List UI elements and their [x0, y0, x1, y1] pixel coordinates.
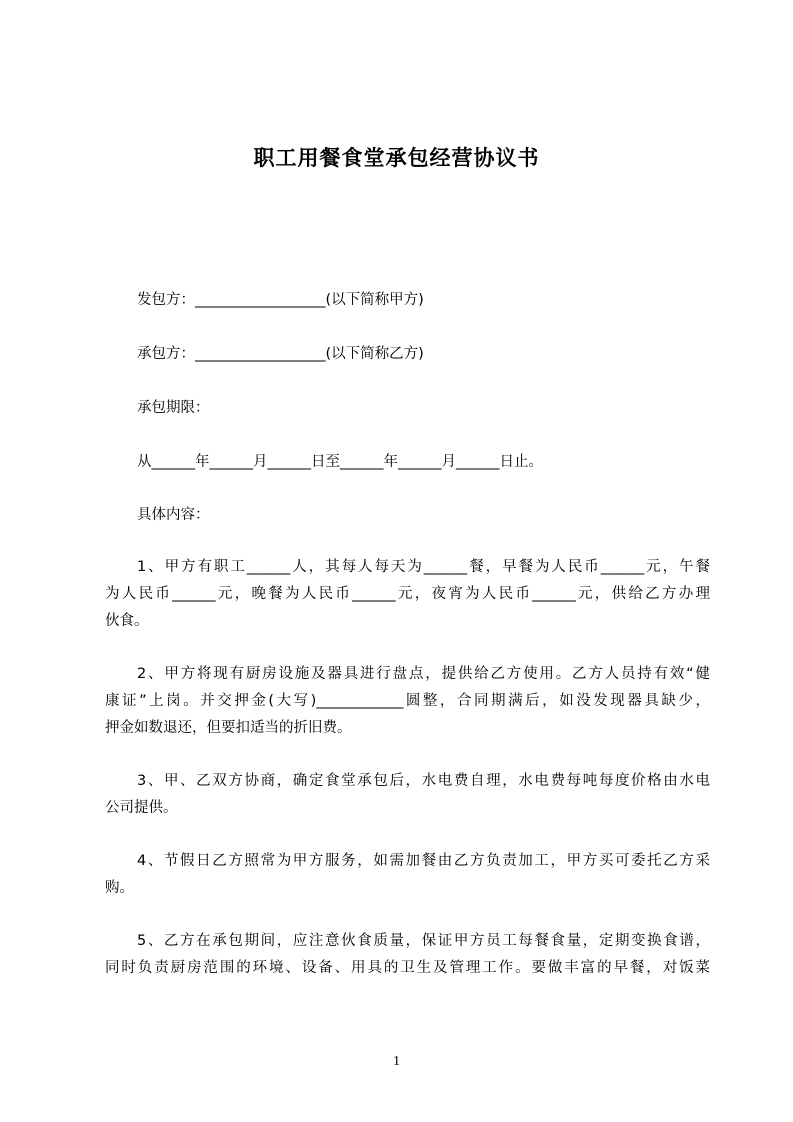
- clause-1-line-2: 为人民币______元，晚餐为人民币______元，夜宵为人民币______元，供给乙方办理: [105, 586, 710, 602]
- party-b-line: 承包方：__________________(以下简称乙方): [137, 346, 424, 362]
- clause-2-line-3: 押金如数退还，但要扣适当的折旧费。: [105, 720, 352, 736]
- clause-1-line-1: 1、甲方有职工______人，其每人每天为______餐，早餐为人民币______元，午餐: [137, 559, 710, 575]
- clause-5-line-1: 5、乙方在承包期间，应注意伙食质量，保证甲方员工每餐食量，定期变换食谱，: [137, 933, 710, 949]
- party-a-line: 发包方：__________________(以下简称甲方): [137, 292, 424, 308]
- page-number: 1: [393, 1054, 400, 1069]
- clause-3-line-1: 3、甲、乙双方协商，确定食堂承包后，水电费自理，水电费每吨每度价格由水电: [137, 773, 710, 789]
- clause-3-line-2: 公司提供。: [105, 800, 178, 816]
- clause-1-line-3: 伙食。: [105, 613, 149, 629]
- term-line: 从______年______月______日至______年______月______日止。: [137, 454, 543, 470]
- clause-2-line-2: 康证”上岗。并交押金(大写)____________圆整，合同期满后，如没发现器具缺少，: [105, 693, 710, 709]
- clause-4-line-2: 购。: [105, 880, 134, 896]
- document-title: 职工用餐食堂承包经营协议书: [253, 146, 540, 170]
- clause-5-line-2: 同时负责厨房范围的环境、设备、用具的卫生及管理工作。要做丰富的早餐，对饭菜: [105, 960, 710, 976]
- clause-2-line-1: 2、甲方将现有厨房设施及器具进行盘点，提供给乙方使用。乙方人员持有效“健: [137, 666, 710, 682]
- content-label: 具体内容：: [137, 507, 210, 523]
- term-label: 承包期限：: [137, 400, 210, 416]
- clause-4-line-1: 4、节假日乙方照常为甲方服务，如需加餐由乙方负责加工，甲方买可委托乙方采: [137, 853, 710, 869]
